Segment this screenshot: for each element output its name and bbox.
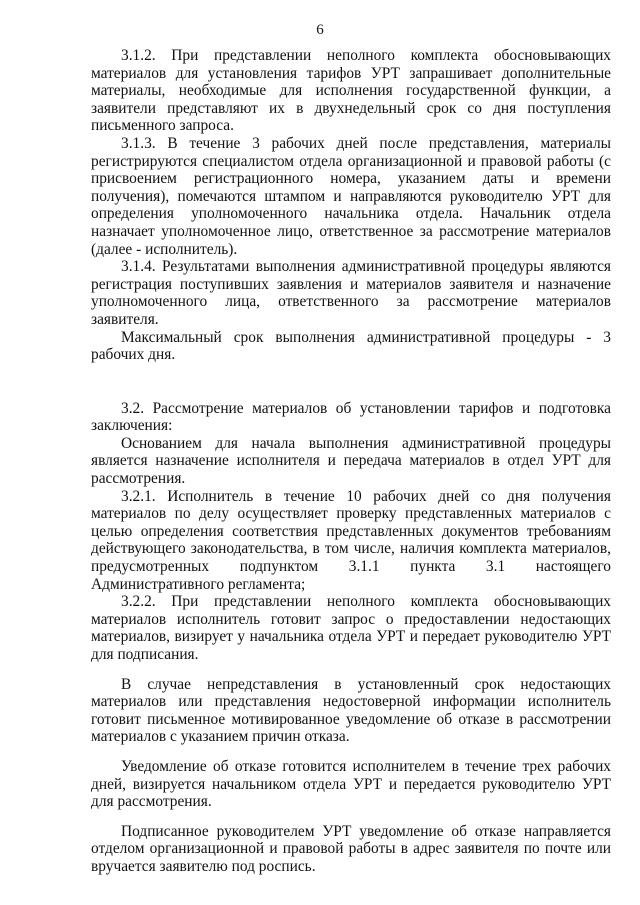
- paragraph-refusal-case: В случае непредставления в установленный срок недостающих материалов или представления недостоверной информации исполнитель готовит письменное мотивированное уведомление об отказе в рассмотрении материалов с указанием причин отказа.: [91, 675, 611, 746]
- paragraph-3-2-heading: 3.2. Рассмотрение материалов об установлении тарифов и подготовка заключения:: [91, 399, 611, 435]
- document-body: [91, 47, 611, 876]
- page-number: 6: [316, 22, 324, 38]
- paragraph-3-2-2: 3.2.2. При представлении неполного комплекта обосновывающих материалов исполнитель готовит запрос о предоставлении недостающих материалов, визирует у начальника отдела УРТ и передает руководителю УРТ для подписания.: [91, 593, 611, 663]
- paragraph-max-term: Максимальный срок выполнения административной процедуры - 3 рабочих дня.: [91, 328, 611, 364]
- paragraph-refusal-notice: Уведомление об отказе готовится исполнителем в течение трех рабочих дней, визируется начальником отдела УРТ и передается руководителю УРТ для рассмотрения.: [91, 757, 611, 811]
- paragraph-3-1-4: 3.1.4. Результатами выполнения административной процедуры являются регистрация поступивших заявления и материалов заявителя и назначение уполномоченного лица, ответственного за рассмотрение материалов заявителя.: [91, 258, 611, 328]
- paragraph-3-1-3: 3.1.3. В течение 3 рабочих дней после представления, материалы регистрируются специалистом отдела организационной и правовой работы (с присвоением регистрационного номера, указанием даты и времени получения), помечаются штампом и направляются руководителю УРТ для определения уполномоченного начальника отдела. Начальник отдела назначает уполномоченное лицо, ответственное за рассмотрение материалов (далее - исполнитель).: [91, 134, 611, 258]
- paragraph-3-1-2: 3.1.2. При представлении неполного комплекта обосновывающих материалов для установления тарифов УРТ запрашивает дополнительные материалы, необходимые для исполнения государственной функции, а заявители представляют их в двухнедельный срок со дня поступления письменного запроса.: [91, 47, 611, 135]
- paragraph-3-2-1: 3.2.1. Исполнитель в течение 10 рабочих дней со дня получения материалов по делу осуществляет проверку представленных материалов с целью определения соответствия представленных документов требованиям действующего законодательства, в том числе, наличия комплекта материалов, предусмотренных подпунктом 3.1.1 пункта 3.1 настоящего Административного регламента;: [91, 487, 611, 593]
- paragraph-basis: Основанием для начала выполнения административной процедуры является назначение исполнителя и передача материалов в отдел УРТ для рассмотрения.: [91, 434, 611, 488]
- paragraph-signed-notice: Подписанное руководителем УРТ уведомление об отказе направляется отделом организационной и правовой работы в адрес заявителя по почте или вручается заявителю под роспись.: [91, 822, 611, 875]
